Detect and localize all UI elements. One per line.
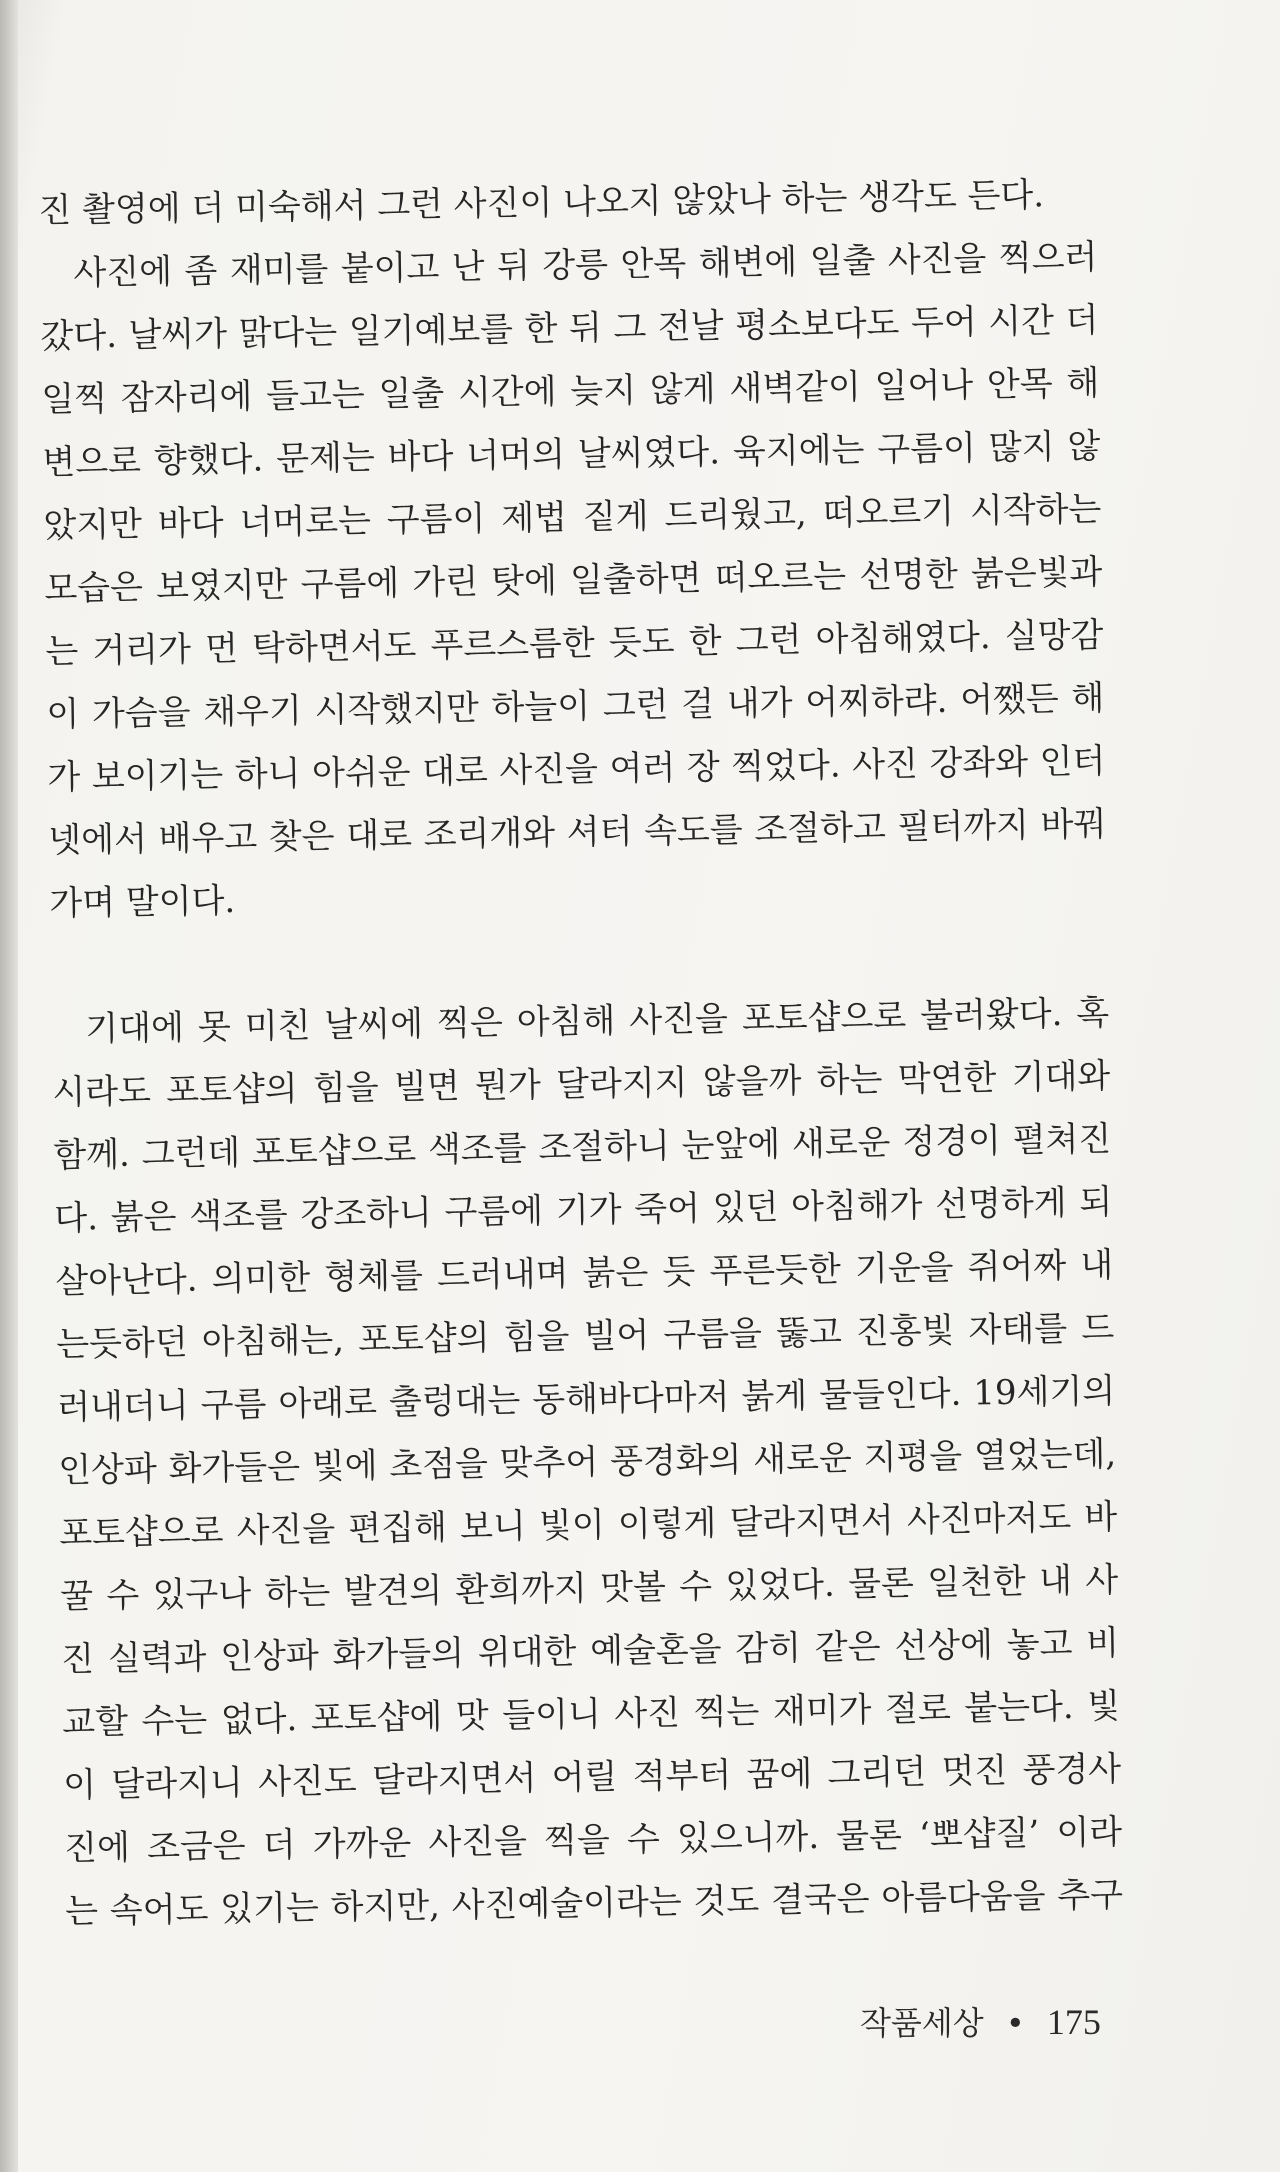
text-line: 가 보이기는 하니 아쉬운 대로 사진을 여러 장 찍었다. 사진 강좌와 인터 [47, 741, 1106, 798]
text-line: 갔다. 날씨가 맑다는 일기예보를 한 뒤 그 전날 평소보다도 두어 시간 더 [40, 300, 1099, 357]
paragraph-1 [38, 163, 1108, 936]
text-line: 이 달라지니 사진도 달라지면서 어릴 적부터 꿈에 그리던 멋진 풍경사 [62, 1749, 1122, 1806]
text-line: 는듯하던 아침해는, 포토샵의 힘을 빌어 구름을 뚫고 진홍빛 자태를 드 [55, 1308, 1115, 1365]
text-line: 았지만 바다 너머로는 구름이 제법 짙게 드리웠고, 떠오르기 시작하는 [43, 489, 1102, 546]
text-line: 살아난다. 의미한 형체를 드러내며 붉은 듯 푸른듯한 기운을 쥐어짜 내 [54, 1245, 1114, 1302]
text-line: 이 가슴을 채우기 시작했지만 하늘이 그런 걸 내가 어찌하랴. 어쨌든 해 [46, 678, 1105, 735]
text-line: 모습은 보였지만 구름에 가린 탓에 일출하면 떠오르는 선명한 붉은빛과 [44, 552, 1103, 609]
body-text [38, 163, 1124, 1943]
page-gutter-shadow [0, 0, 18, 2172]
text-line: 함께. 그런데 포토샵으로 색조를 조절하니 눈앞에 새로운 정경이 펼쳐진 [53, 1119, 1112, 1176]
text-line: 다. 붉은 색조를 강조하니 구름에 기가 죽어 있던 아침해가 선명하게 되 [54, 1182, 1113, 1239]
text-line: 기대에 못 미친 날씨에 찍은 아침해 사진을 포토샵으로 불러왔다. 혹 [85, 993, 1110, 1050]
footer-separator: • [1005, 2004, 1025, 2042]
text-line: 는 속어도 있기는 하지만, 사진예술이라는 것도 결국은 아름다움을 추구 [64, 1875, 1124, 1932]
text-line: 진 촬영에 더 미숙해서 그런 사진이 나오지 않았나 하는 생각도 든다. [38, 175, 1045, 231]
text-line: 넷에서 배우고 찾은 대로 조리개와 셔터 속도를 조절하고 필터까지 바꿔 [48, 804, 1107, 861]
section-title: 작품세상 [860, 2004, 984, 2042]
text-line: 시라도 포토샵의 힘을 빌면 뭔가 달라지지 않을까 하는 막연한 기대와 [52, 1056, 1111, 1113]
text-line: 러내더니 구름 아래로 출렁대는 동해바다마저 붉게 물들인다. 19세기의 [56, 1371, 1116, 1428]
text-line: 는 거리가 먼 탁하면서도 푸르스름한 듯도 한 그런 아침해였다. 실망감 [45, 615, 1104, 672]
text-line: 진에 조금은 더 가까운 사진을 찍을 수 있으니까. 물론 ‘뽀샵질’ 이라 [63, 1812, 1123, 1869]
text-line: 진 실력과 인상파 화가들의 위대한 예술혼을 감히 같은 선상에 놓고 비 [60, 1623, 1120, 1680]
text-line: 일찍 잠자리에 들고는 일출 시간에 늦지 않게 새벽같이 일어나 안목 해 [41, 363, 1100, 420]
text-line: 인상파 화가들은 빛에 초점을 맞추어 풍경화의 새로운 지평을 열었는데, [57, 1434, 1117, 1491]
text-line: 꿀 수 있구나 하는 발견의 환희까지 맛볼 수 있었다. 물론 일천한 내 사 [59, 1560, 1119, 1617]
page-footer [860, 1998, 1101, 2044]
paragraph-2 [51, 982, 1124, 1944]
text-line: 사진에 좀 재미를 붙이고 난 뒤 강릉 안목 해변에 일출 사진을 찍으러 [73, 237, 1098, 294]
page-number: 175 [1046, 2002, 1101, 2042]
text-line: 교할 수는 없다. 포토샵에 맛 들이니 사진 찍는 재미가 절로 붙는다. 빛 [61, 1686, 1121, 1743]
text-line: 가며 말이다. [49, 880, 236, 924]
text-line: 변으로 향했다. 문제는 바다 너머의 날씨였다. 육지에는 구름이 많지 않 [42, 426, 1101, 483]
text-line: 포토샵으로 사진을 편집해 보니 빛이 이렇게 달라지면서 사진마저도 바 [58, 1497, 1118, 1554]
